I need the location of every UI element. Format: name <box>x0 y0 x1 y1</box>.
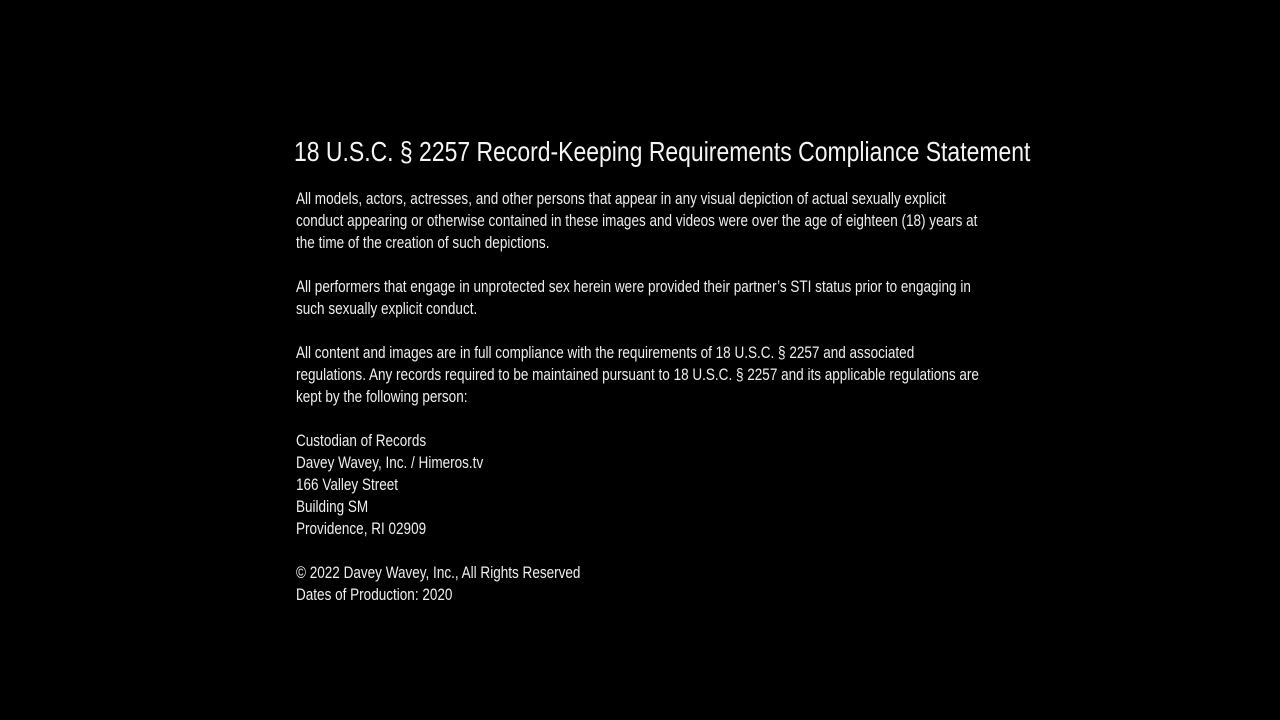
custodian-heading: Custodian of Records <box>296 432 427 450</box>
paragraph-spacer <box>296 540 996 562</box>
page-title: 18 U.S.C. § 2257 Record-Keeping Requirements Compliance Statement <box>294 136 1031 167</box>
custodian-street: 166 Valley Street <box>296 476 399 494</box>
compliance-content <box>294 132 1031 606</box>
custodian-company: Davey Wavey, Inc. / Himeros.tv <box>296 454 484 472</box>
compliance-paragraph: All content and images are in full compliance with the requirements of 18 U.S.C. § 2257 and associated regulations. Any records required to be maintained pursuant to 18 U.S.C. § 2257 and its applicable regulations are kept by the following person: <box>296 344 979 406</box>
paragraph-spacer <box>296 254 996 276</box>
custodian-building: Building SM <box>296 498 369 516</box>
models-age-paragraph: All models, actors, actresses, and other persons that appear in any visual depiction of actual sexually explicit conduct appearing or otherwise contained in these images and videos were over the age of eighteen (18) years at the time of the creation of such depictions. <box>296 190 978 252</box>
performers-sti-paragraph: All performers that engage in unprotected sex herein were provided their partner’s STI status prior to engaging in such sexually explicit conduct. <box>296 278 971 318</box>
custodian-city: Providence, RI 02909 <box>296 520 427 538</box>
paragraph-spacer <box>296 408 996 430</box>
footer-block <box>296 562 985 606</box>
copyright-notice: © 2022 Davey Wavey, Inc., All Rights Reserved <box>296 564 581 582</box>
production-dates: Dates of Production: 2020 <box>296 586 453 604</box>
custodian-block <box>296 430 985 540</box>
paragraph-spacer <box>296 320 996 342</box>
